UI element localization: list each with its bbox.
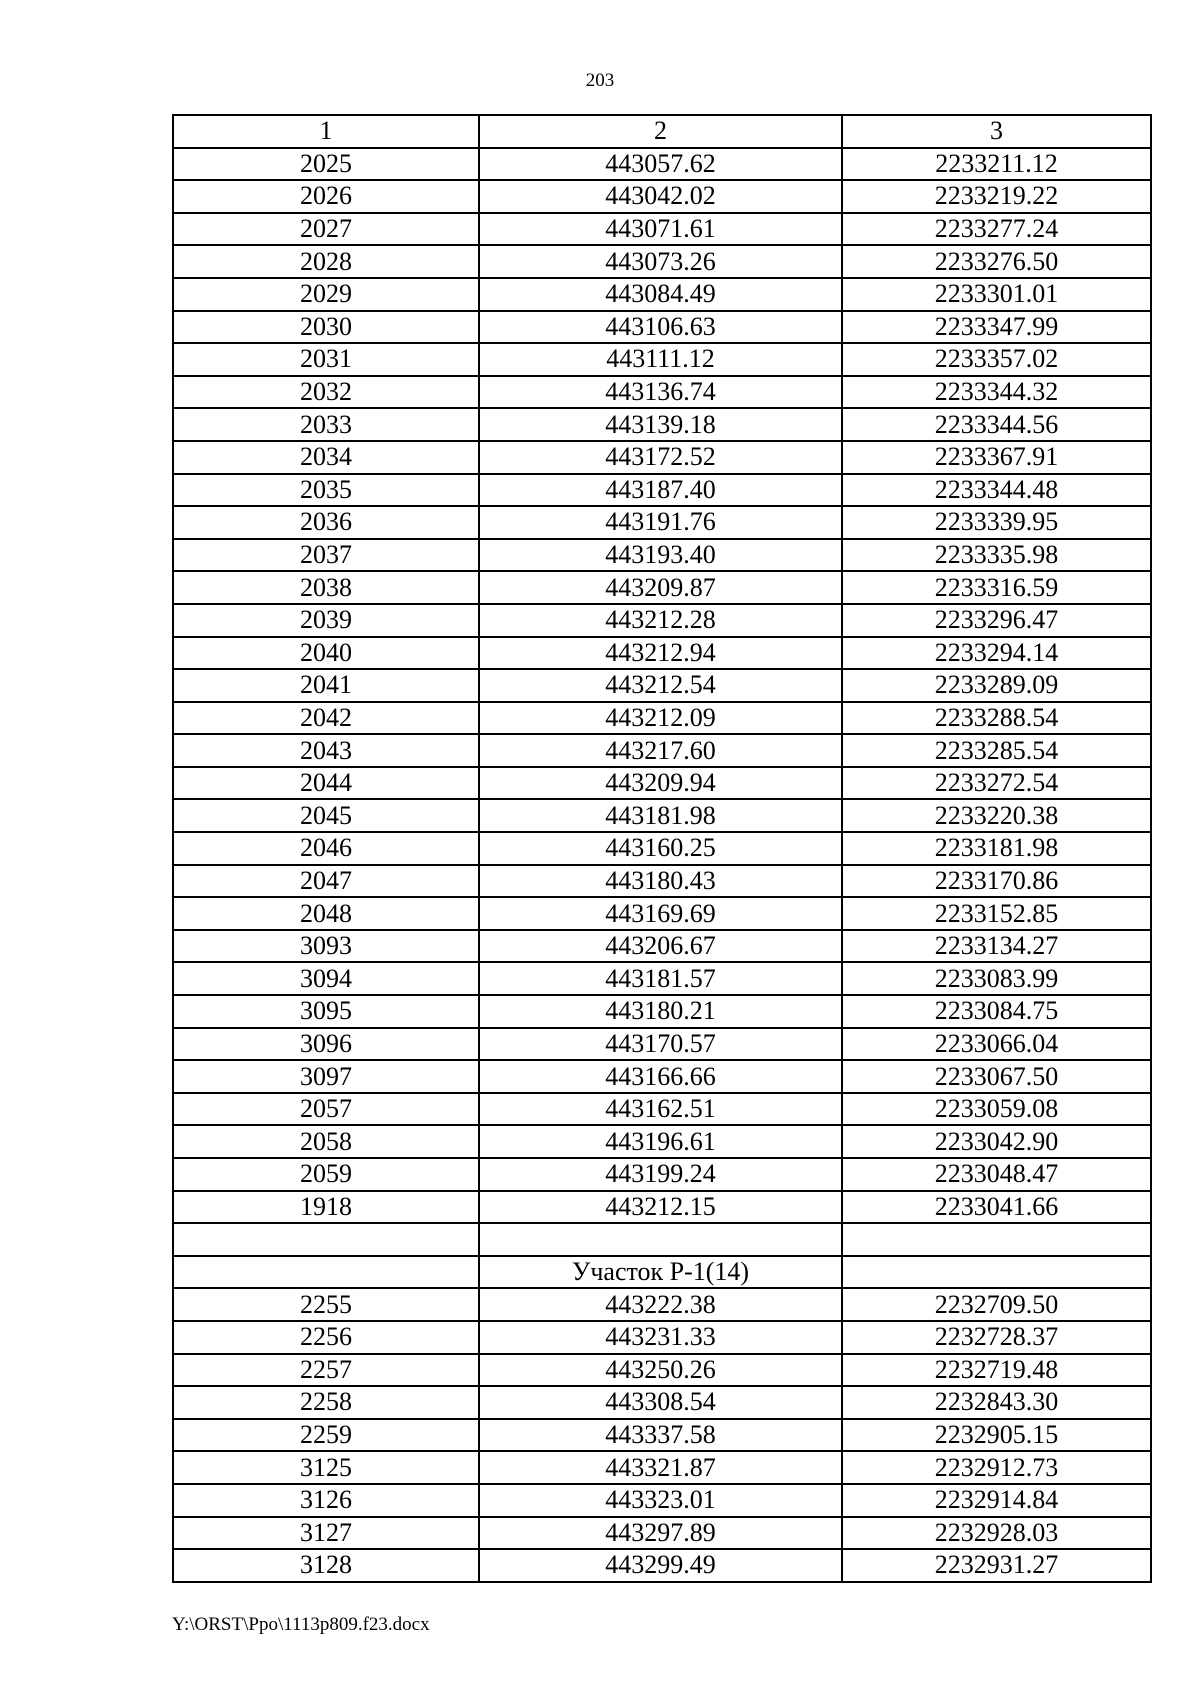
table-row bbox=[173, 1354, 1151, 1387]
table-cell-col-1: 2259 bbox=[173, 1419, 479, 1452]
table-row bbox=[173, 767, 1151, 800]
table-row bbox=[173, 1191, 1151, 1224]
table-cell-col-3: 2233316.59 bbox=[842, 571, 1151, 604]
table-row bbox=[173, 1484, 1151, 1517]
table-cell-col-1: 2032 bbox=[173, 376, 479, 409]
table-cell-col-1: 2046 bbox=[173, 832, 479, 865]
table-row bbox=[173, 1158, 1151, 1191]
table-cell-col-1: 2256 bbox=[173, 1321, 479, 1354]
table-cell-col-1: 3093 bbox=[173, 930, 479, 963]
table-row bbox=[173, 213, 1151, 246]
table-cell-col-2: 443136.74 bbox=[479, 376, 842, 409]
table-row bbox=[173, 865, 1151, 898]
table-cell-col-2: 443217.60 bbox=[479, 734, 842, 767]
table-cell-col-2: 443212.94 bbox=[479, 637, 842, 670]
table-cell-col-1: 2039 bbox=[173, 604, 479, 637]
table-cell-col-2: 443196.61 bbox=[479, 1125, 842, 1158]
table-row bbox=[173, 245, 1151, 278]
table-row bbox=[173, 930, 1151, 963]
table-row bbox=[173, 1517, 1151, 1550]
table-row bbox=[173, 1093, 1151, 1126]
table-cell-col-3: 2233219.22 bbox=[842, 180, 1151, 213]
table-cell-col-1: 2258 bbox=[173, 1386, 479, 1419]
table-cell-col-2: 443222.38 bbox=[479, 1288, 842, 1321]
table-cell-col-1: 2043 bbox=[173, 734, 479, 767]
table-body bbox=[173, 115, 1151, 1582]
table-cell-col-2: 443106.63 bbox=[479, 311, 842, 344]
table-cell-col-2: 443180.43 bbox=[479, 865, 842, 898]
table-row bbox=[173, 1419, 1151, 1452]
table-cell-col-3: 2233211.12 bbox=[842, 148, 1151, 181]
table-cell-col-2: 443212.54 bbox=[479, 669, 842, 702]
table-cell-col-2: 443191.76 bbox=[479, 506, 842, 539]
table-cell-col-3: 2233344.56 bbox=[842, 408, 1151, 441]
table-cell-col-1: 2030 bbox=[173, 311, 479, 344]
table-row bbox=[173, 1549, 1151, 1582]
table-cell-col-1: 2058 bbox=[173, 1125, 479, 1158]
table-cell-col-3: 2233042.90 bbox=[842, 1125, 1151, 1158]
table-cell-col-3: 2233059.08 bbox=[842, 1093, 1151, 1126]
table-row bbox=[173, 995, 1151, 1028]
table-cell-col-2: 443187.40 bbox=[479, 474, 842, 507]
table-row bbox=[173, 474, 1151, 507]
table-cell-col-1: 2026 bbox=[173, 180, 479, 213]
table-cell-col-2: 443250.26 bbox=[479, 1354, 842, 1387]
table-row bbox=[173, 376, 1151, 409]
table-cell-col-3: 2233344.32 bbox=[842, 376, 1151, 409]
table-cell-col-1: 3128 bbox=[173, 1549, 479, 1582]
table-cell-col-2: 443180.21 bbox=[479, 995, 842, 1028]
table-cell-col-3: 2233296.47 bbox=[842, 604, 1151, 637]
table-cell-col-1: 2035 bbox=[173, 474, 479, 507]
table-cell-col-1: 2255 bbox=[173, 1288, 479, 1321]
table-cell-col-1: 2059 bbox=[173, 1158, 479, 1191]
table-cell-col-1: 3096 bbox=[173, 1028, 479, 1061]
table-cell-col-1 bbox=[173, 1223, 479, 1256]
table-cell-col-2: 443212.15 bbox=[479, 1191, 842, 1224]
table-cell-col-1 bbox=[173, 1256, 479, 1289]
table-row bbox=[173, 1028, 1151, 1061]
table-cell-col-2: 443139.18 bbox=[479, 408, 842, 441]
table-cell-col-2: 443299.49 bbox=[479, 1549, 842, 1582]
table-cell-col-1: 2033 bbox=[173, 408, 479, 441]
table-cell-col-1: 2028 bbox=[173, 245, 479, 278]
table-row bbox=[173, 1060, 1151, 1093]
table-row bbox=[173, 539, 1151, 572]
table-cell-col-1: 2048 bbox=[173, 897, 479, 930]
table-cell-col-3: 2232914.84 bbox=[842, 1484, 1151, 1517]
table-cell-col-3: 2233347.99 bbox=[842, 311, 1151, 344]
table-cell-col-3: 2233134.27 bbox=[842, 930, 1151, 963]
table-cell-col-3: 2233272.54 bbox=[842, 767, 1151, 800]
table-cell-col-2: 443212.09 bbox=[479, 702, 842, 735]
table-row bbox=[173, 1321, 1151, 1354]
table-cell-col-3: 2233344.48 bbox=[842, 474, 1151, 507]
table-cell-col-3: 2233084.75 bbox=[842, 995, 1151, 1028]
table-cell-col-1: 2040 bbox=[173, 637, 479, 670]
table-cell-col-3: 2233335.98 bbox=[842, 539, 1151, 572]
table-cell-col-2: 443308.54 bbox=[479, 1386, 842, 1419]
table-cell-col-2: 443181.57 bbox=[479, 962, 842, 995]
table-cell-col-1: 2036 bbox=[173, 506, 479, 539]
table-cell-col-1: 2047 bbox=[173, 865, 479, 898]
table-row bbox=[173, 832, 1151, 865]
table-cell-col-3: 2233367.91 bbox=[842, 441, 1151, 474]
table-cell-col-2: 443160.25 bbox=[479, 832, 842, 865]
table-cell-col-2: 443206.67 bbox=[479, 930, 842, 963]
table-cell-col-3: 2232928.03 bbox=[842, 1517, 1151, 1550]
table-cell-col-1: 2057 bbox=[173, 1093, 479, 1126]
table-row bbox=[173, 408, 1151, 441]
page-number: 203 bbox=[585, 70, 615, 91]
table-cell-col-1: 2044 bbox=[173, 767, 479, 800]
table-cell-col-2: 443231.33 bbox=[479, 1321, 842, 1354]
table-cell-col-3: 2233294.14 bbox=[842, 637, 1151, 670]
table-row bbox=[173, 1386, 1151, 1419]
table-row bbox=[173, 148, 1151, 181]
table-header-row bbox=[173, 115, 1151, 148]
table-cell-col-3: 2233041.66 bbox=[842, 1191, 1151, 1224]
table-cell-col-1: 3095 bbox=[173, 995, 479, 1028]
table-cell-col-2: 443071.61 bbox=[479, 213, 842, 246]
table-cell-col-2: 443321.87 bbox=[479, 1451, 842, 1484]
table-cell-col-3: 2233170.86 bbox=[842, 865, 1151, 898]
table-row bbox=[173, 278, 1151, 311]
table-row bbox=[173, 604, 1151, 637]
table-cell-col-1: 2037 bbox=[173, 539, 479, 572]
table-cell-col-1: 2031 bbox=[173, 343, 479, 376]
table-cell-col-3 bbox=[842, 1223, 1151, 1256]
header-cell-3: 3 bbox=[842, 115, 1151, 148]
table-cell-col-1: 3127 bbox=[173, 1517, 479, 1550]
table-cell-col-2: 443209.87 bbox=[479, 571, 842, 604]
table-cell-col-3: 2233277.24 bbox=[842, 213, 1151, 246]
footer-file-path: Y:\ORST\Ppo\1113p809.f23.docx bbox=[172, 1614, 430, 1635]
table-row bbox=[173, 1125, 1151, 1158]
table-cell-col-2: 443162.51 bbox=[479, 1093, 842, 1126]
table-cell-col-3: 2233285.54 bbox=[842, 734, 1151, 767]
table-cell-col-2: 443169.69 bbox=[479, 897, 842, 930]
table-row bbox=[173, 180, 1151, 213]
table-cell-col-3: 2232912.73 bbox=[842, 1451, 1151, 1484]
table-row bbox=[173, 1288, 1151, 1321]
header-cell-1: 1 bbox=[173, 115, 479, 148]
table-cell-col-3: 2232719.48 bbox=[842, 1354, 1151, 1387]
table-row bbox=[173, 311, 1151, 344]
table-cell-col-1: 2041 bbox=[173, 669, 479, 702]
table-cell-col-3: 2232843.30 bbox=[842, 1386, 1151, 1419]
table-cell-col-3: 2233181.98 bbox=[842, 832, 1151, 865]
table-cell-col-3: 2233152.85 bbox=[842, 897, 1151, 930]
table-row bbox=[173, 734, 1151, 767]
table-cell-col-3: 2233357.02 bbox=[842, 343, 1151, 376]
table-cell-col-2: 443323.01 bbox=[479, 1484, 842, 1517]
table-cell-col-1: 2025 bbox=[173, 148, 479, 181]
table-row bbox=[173, 1256, 1151, 1289]
table-cell-col-3 bbox=[842, 1256, 1151, 1289]
table-cell-col-2: Участок Р-1(14) bbox=[479, 1256, 842, 1289]
table-cell-col-2: 443181.98 bbox=[479, 799, 842, 832]
table-row bbox=[173, 441, 1151, 474]
table-cell-col-3: 2233301.01 bbox=[842, 278, 1151, 311]
table-cell-col-1: 2045 bbox=[173, 799, 479, 832]
table-row bbox=[173, 1451, 1151, 1484]
table-cell-col-2: 443209.94 bbox=[479, 767, 842, 800]
table-cell-col-3: 2233083.99 bbox=[842, 962, 1151, 995]
table-cell-col-2 bbox=[479, 1223, 842, 1256]
table-cell-col-3: 2233048.47 bbox=[842, 1158, 1151, 1191]
table-cell-col-1: 3125 bbox=[173, 1451, 479, 1484]
table-cell-col-3: 2232931.27 bbox=[842, 1549, 1151, 1582]
table-cell-col-2: 443193.40 bbox=[479, 539, 842, 572]
table-cell-col-1: 2038 bbox=[173, 571, 479, 604]
header-cell-2: 2 bbox=[479, 115, 842, 148]
table-cell-col-1: 1918 bbox=[173, 1191, 479, 1224]
table-cell-col-1: 3126 bbox=[173, 1484, 479, 1517]
table-cell-col-3: 2233220.38 bbox=[842, 799, 1151, 832]
table-cell-col-2: 443297.89 bbox=[479, 1517, 842, 1550]
table-row bbox=[173, 799, 1151, 832]
table-row bbox=[173, 669, 1151, 702]
table-cell-col-1: 2029 bbox=[173, 278, 479, 311]
table-cell-col-2: 443172.52 bbox=[479, 441, 842, 474]
table-cell-col-2: 443170.57 bbox=[479, 1028, 842, 1061]
table-cell-col-3: 2233289.09 bbox=[842, 669, 1151, 702]
table-cell-col-3: 2232728.37 bbox=[842, 1321, 1151, 1354]
table-cell-col-2: 443073.26 bbox=[479, 245, 842, 278]
table-row bbox=[173, 702, 1151, 735]
table-cell-col-1: 2257 bbox=[173, 1354, 479, 1387]
coordinates-table bbox=[172, 114, 1152, 1583]
table-cell-col-2: 443057.62 bbox=[479, 148, 842, 181]
table-cell-col-2: 443199.24 bbox=[479, 1158, 842, 1191]
table-row bbox=[173, 343, 1151, 376]
table-row bbox=[173, 1223, 1151, 1256]
table-cell-col-2: 443337.58 bbox=[479, 1419, 842, 1452]
table-cell-col-3: 2233339.95 bbox=[842, 506, 1151, 539]
table-cell-col-3: 2233276.50 bbox=[842, 245, 1151, 278]
table-row bbox=[173, 897, 1151, 930]
table-row bbox=[173, 962, 1151, 995]
table-cell-col-1: 3094 bbox=[173, 962, 479, 995]
table-cell-col-2: 443212.28 bbox=[479, 604, 842, 637]
table-cell-col-3: 2233066.04 bbox=[842, 1028, 1151, 1061]
table-cell-col-2: 443042.02 bbox=[479, 180, 842, 213]
table-cell-col-3: 2233067.50 bbox=[842, 1060, 1151, 1093]
table-row bbox=[173, 637, 1151, 670]
table-cell-col-2: 443084.49 bbox=[479, 278, 842, 311]
table-cell-col-3: 2233288.54 bbox=[842, 702, 1151, 735]
table-cell-col-2: 443166.66 bbox=[479, 1060, 842, 1093]
table-cell-col-1: 2034 bbox=[173, 441, 479, 474]
table-cell-col-1: 2027 bbox=[173, 213, 479, 246]
table-cell-col-1: 2042 bbox=[173, 702, 479, 735]
table-cell-col-3: 2232709.50 bbox=[842, 1288, 1151, 1321]
table-cell-col-3: 2232905.15 bbox=[842, 1419, 1151, 1452]
table-cell-col-1: 3097 bbox=[173, 1060, 479, 1093]
table-cell-col-2: 443111.12 bbox=[479, 343, 842, 376]
table-row bbox=[173, 506, 1151, 539]
table-row bbox=[173, 571, 1151, 604]
